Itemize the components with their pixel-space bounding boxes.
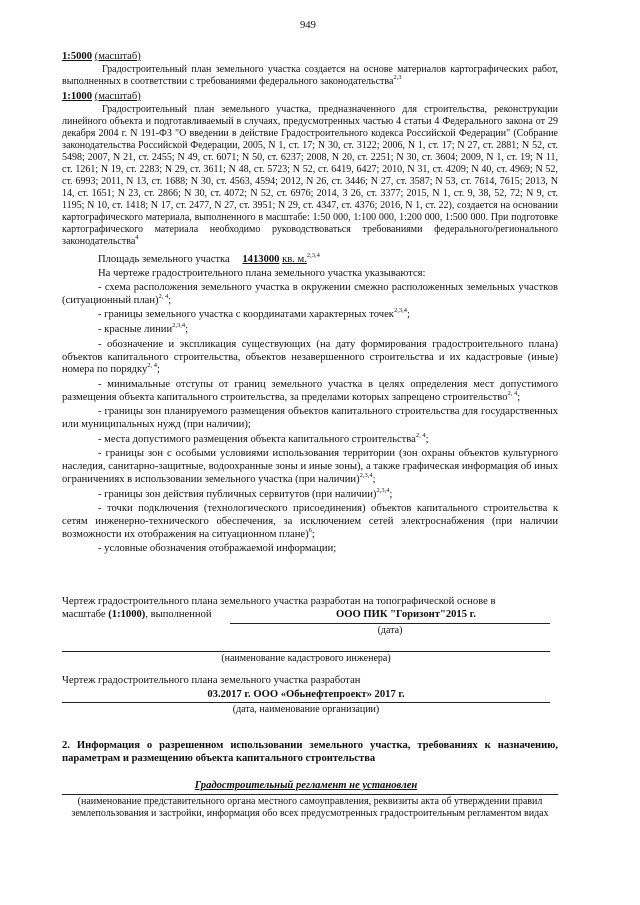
developed-line: Чертеж градостроительного плана земельного участка разработан xyxy=(62,675,361,686)
scale-1000-label: (масштаб) xyxy=(94,91,141,102)
footnote-ref: 2,3,4 xyxy=(306,252,320,259)
list-item: - границы зон планируемого размещения объектов капитального строительства для государственных или муниципальных нужд (при наличии); xyxy=(62,406,558,431)
scale-5000-line xyxy=(62,51,141,64)
reglament-caption: (наименование представительного органа местного самоуправления, реквизиты акта об утверждении правил землепользования и застройки, информация обо всех предусмотренных градостроительным регламентом видах xyxy=(71,796,549,819)
developed-value: 03.2017 г. ООО «Обьнефтепроект» 2017 г. xyxy=(207,689,405,700)
list-item: - минимальные отступы от границ земельного участка в целях определения мест допустимого размещения объекта капитального строительства, за пределами которых запрещено строительство$^{2, 4}$; xyxy=(62,378,558,403)
area-value: 1413000 xyxy=(242,254,280,265)
divider xyxy=(62,702,550,703)
topo-scale: (1:1000) xyxy=(108,609,146,620)
topo-organization: ООО ПИК "Горизонт"2015 г. xyxy=(336,609,476,620)
list-item: - точки подключения (технологического присоединения) объектов капитального строительства к сетям инженерно-технического обеспечения, за исключением сетей электроснабжения (при наличии возможности их отображения на ситуационном плане)$^6$; xyxy=(62,503,558,540)
section-2-title: 2. Информация о разрешенном использовании земельного участка, требованиях к назначению, параметрам и размещению объекта капитального строительства xyxy=(62,740,558,764)
list-item: - условные обозначения отображаемой информации; xyxy=(98,543,337,555)
list-item: - красные линии$^{2,3,4}$; xyxy=(98,322,189,336)
drawing-items-list xyxy=(62,282,558,556)
list-item: - границы зон с особыми условиями использования территории (зон охраны объектов культурного наследия, санитарно-защитные, водоохранные зоны и иные зоны), а также графическая информация об иных ограничениях в использовании земельного участка (при наличии)$^{2,3,4}$; xyxy=(62,448,558,485)
list-item: - границы зон действия публичных сервитутов (при наличии)$^{2,3,4}$; xyxy=(98,486,393,500)
list-item: - места допустимого размещения объекта капитального строительства$^{2, 4}$; xyxy=(98,431,429,445)
topo-line-1: Чертеж градостроительного плана земельного участка разработан на топографической основе в xyxy=(62,596,496,607)
list-item: - границы земельного участка с координатами характерных точек$^{2,3,4}$; xyxy=(98,307,410,321)
paragraph-scale-1000 xyxy=(62,104,558,250)
scale-1000-value: 1:1000 xyxy=(62,91,93,102)
developed-caption: (дата, наименование организации) xyxy=(232,704,380,715)
reglament-status: Градостроительный регламент не установлен xyxy=(194,780,418,791)
footnote-ref: 2,3 xyxy=(393,74,402,81)
divider xyxy=(230,623,550,624)
engineer-caption: (наименование кадастрового инженера) xyxy=(221,653,391,664)
topo-line-2: масштабе (1:1000), выполненной xyxy=(62,609,212,620)
list-item: - обозначение и экспликация существующих (на дату формирования градостроительного плана) объектов капитального строительства, объектов незавершенного строительства и их кадастровые (иные) номера по порядку$^{2, 4}$; xyxy=(62,338,558,376)
area-unit: кв. м. xyxy=(282,254,307,265)
paragraph-scale-1000-text: Градостроительный план земельного участка, предназначенного для строительства, реконструкции линейного объекта и подготавливаемый в случаях, предусмотренных частью 4 статьи 4 Федерального закона от 29 декабря 2004 г. N 191-ФЗ "О введении в действие Градостроительного кодекса Российской Федерации" (Собрание законодательства Российской Федерации, 2005, N 1, ст. 17; N 30, ст. 3122; 2006, N 1, ст. 17; N 27, ст. 2881; N 52, ст. 5498; 2007, N 21, ст. 2455; N 49, ст. 6071; N 50, ст. 6237; 2008, N 20, ст. 2251; N 30, ст. 3604; 2009, N 1, ст. 19; N 11, ст. 1261; N 19, ст. 2283; N 29, ст. 3611; N 48, ст. 5723; N 52, ст. 6419, 6427; 2010, N 31, ст. 4209; N 40, ст. 4969; N 52, ст. 6993; 2011, N 13, ст. 1688; N 30, ст. 4563, 4594; 2012, N 26, ст. 3446; N 27, ст. 3587; N 53, ст. 7614, 7615; 2013, N 14, ст. 1651; N 23, ст. 2866; N 30, ст. 4072; N 52, ст. 6976; 2014, 3 26, ст. 3377; 2015, N 1, ст. 9, 38, 52, 72; N 9, ст. 1195; N 10, ст. 1418; N 17, ст. 2477, N 27, ст. 3951; N 29, ст. 4347, ст. 4376; 2016, N 1, ст. 22), создается на основании картографического материала, выполненного в масштабе: 1:50 000, 1:100 000, 1:200 000, 1:500 000. При подготовке картографического материала необходимо руководствоваться требованиями федерального/регионального законодательства xyxy=(62,104,558,247)
divider xyxy=(62,651,550,652)
date-caption: (дата) xyxy=(377,625,403,636)
area-line xyxy=(98,254,320,267)
drawing-intro: На чертеже градостроительного плана земельного участка указываются: xyxy=(98,268,426,279)
scale-5000-label: (масштаб) xyxy=(94,51,141,62)
area-label: Площадь земельного участка xyxy=(98,254,230,265)
list-item: - схема расположения земельного участка в окружении смежно расположенных земельных участков (ситуационный план)$^{2, 4}$; xyxy=(62,282,558,306)
paragraph-scale-5000 xyxy=(62,64,558,88)
footnote-ref: 4 xyxy=(135,234,139,241)
paragraph-scale-5000-text: Градостроительный план земельного участка создается на основе материалов картографических работ, выполненных в соответствии с требованиями федерального законодательства xyxy=(62,64,558,87)
divider xyxy=(62,794,558,795)
page-number: 949 xyxy=(300,20,316,31)
scale-5000-value: 1:5000 xyxy=(62,51,93,62)
scale-1000-line xyxy=(62,91,141,104)
